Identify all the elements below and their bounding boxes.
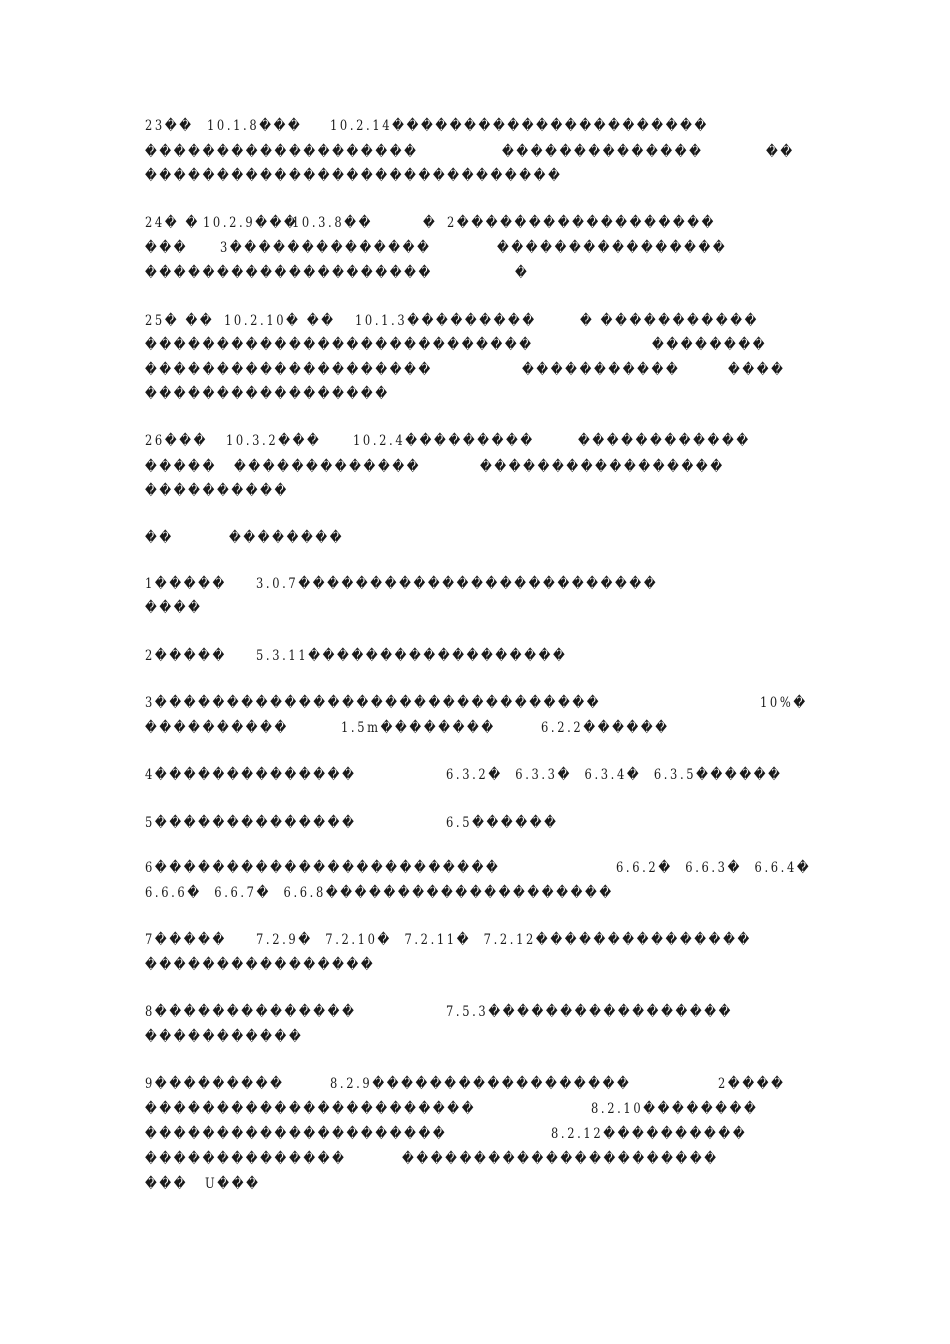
text-line: [0, 263, 950, 287]
text-line: [0, 1174, 950, 1198]
text-line: [0, 166, 950, 190]
text-segment: 3��������������: [220, 240, 432, 256]
text-segment: �����: [145, 459, 217, 475]
text-segment: ����������������������: [402, 1151, 719, 1167]
text-segment: 6������������������������: [145, 860, 501, 876]
text-segment: 1.5m��������: [341, 720, 496, 736]
text-line: [0, 481, 950, 505]
text-segment: �����������������������: [145, 1101, 477, 1117]
text-segment: 7�����: [145, 932, 227, 948]
text-segment: 1�����: [145, 576, 227, 592]
text-segment: 8��������������: [145, 1004, 357, 1020]
text-segment: ����������: [145, 483, 289, 499]
text-line: [0, 930, 950, 954]
text-line: [0, 1124, 950, 1148]
text-line: [0, 574, 950, 598]
text-segment: 7.5.3�����������������: [446, 1004, 734, 1020]
text-line: [0, 1027, 950, 1051]
text-segment: 6.6.2� 6.6.3� 6.6.4�: [616, 860, 812, 876]
text-segment: 10.3.8��: [292, 215, 374, 231]
text-segment: ��������������������: [145, 265, 433, 281]
text-line: [0, 765, 950, 789]
text-segment: 8.2.12����������: [551, 1126, 748, 1142]
text-segment: 2�����: [145, 648, 227, 664]
text-segment: 5.3.11������������������: [256, 648, 568, 664]
text-segment: 26���: [145, 433, 209, 449]
text-segment: 10.1.8���: [207, 118, 303, 134]
text-segment: 7.2.9� 7.2.10� 7.2.11� 7.2.12���������������: [256, 932, 752, 948]
text-segment: � �����������: [580, 313, 760, 329]
text-segment: 5��������������: [145, 815, 357, 831]
text-line: [0, 360, 950, 384]
text-segment: 8.2.10��������: [591, 1101, 759, 1117]
text-line: [0, 431, 950, 455]
text-line: [0, 311, 950, 335]
text-segment: 10.2.10� ��: [224, 313, 336, 329]
text-line: [0, 142, 950, 166]
text-segment: �����������������: [480, 459, 725, 475]
text-line: [0, 457, 950, 481]
text-segment: 2������������������: [447, 215, 717, 231]
text-line: [0, 646, 950, 670]
text-line: [0, 718, 950, 742]
text-segment: 6.6.6� 6.6.7� 6.6.8��������������������: [145, 885, 614, 901]
text-segment: �������������������: [145, 144, 419, 160]
text-segment: ������������: [578, 433, 751, 449]
text-segment: ��������: [229, 530, 345, 546]
text-segment: 10.2.9���: [203, 215, 299, 231]
text-segment: 10.2.14����������������������: [330, 118, 709, 134]
text-line: [0, 693, 950, 717]
text-line: [0, 1002, 950, 1026]
text-segment: 8.2.9������������������: [330, 1076, 632, 1092]
text-segment: ����: [145, 600, 203, 616]
text-line: [0, 858, 950, 882]
text-segment: �: [515, 265, 530, 281]
text-segment: 3.0.7�������������������������: [256, 576, 659, 592]
text-segment: �����������������������������: [145, 168, 563, 184]
text-line: [0, 883, 950, 907]
text-segment: 24� �: [145, 215, 200, 231]
text-line: [0, 528, 950, 552]
text-line: [0, 238, 950, 262]
text-line: [0, 335, 950, 359]
text-segment: 4��������������: [145, 767, 357, 783]
text-segment: ���������������������: [145, 1126, 448, 1142]
text-segment: 10.2.4���������: [353, 433, 535, 449]
text-segment: 10.1.3���������: [355, 313, 537, 329]
text-segment: ����: [728, 362, 786, 378]
text-segment: ��������: [652, 337, 768, 353]
text-segment: ����������������: [497, 240, 728, 256]
text-segment: ����������: [145, 720, 289, 736]
text-segment: ��������������: [145, 1151, 347, 1167]
text-segment: ��: [145, 530, 174, 546]
text-segment: ��������������������: [145, 362, 433, 378]
text-line: [0, 813, 950, 837]
text-segment: 10.3.2���: [226, 433, 322, 449]
text-segment: U���: [205, 1176, 261, 1192]
text-segment: 25� ��: [145, 313, 215, 329]
text-line: [0, 1149, 950, 1173]
text-segment: 3�������������������������������: [145, 695, 602, 711]
text-segment: 10%�: [760, 695, 808, 711]
text-segment: 6.2.2������: [541, 720, 670, 736]
text-segment: 6.5������: [446, 815, 559, 831]
text-line: [0, 116, 950, 140]
text-line: [0, 598, 950, 622]
text-segment: �: [423, 215, 438, 231]
text-segment: �������������: [234, 459, 422, 475]
text-segment: ��: [766, 144, 795, 160]
text-segment: �����������������: [145, 386, 390, 402]
text-segment: ���: [145, 1176, 189, 1192]
text-segment: �����������: [145, 1029, 304, 1045]
text-segment: 23��: [145, 118, 194, 134]
text-segment: 9���������: [145, 1076, 285, 1092]
text-segment: ����������������: [145, 957, 376, 973]
text-line: [0, 1099, 950, 1123]
text-segment: �����������: [522, 362, 681, 378]
text-line: [0, 384, 950, 408]
text-segment: ���: [145, 240, 189, 256]
text-segment: 2����: [718, 1076, 786, 1092]
text-segment: ���������������������������: [145, 337, 534, 353]
text-segment: 6.3.2� 6.3.3� 6.3.4� 6.3.5������: [446, 767, 783, 783]
text-line: [0, 213, 950, 237]
text-line: [0, 1074, 950, 1098]
text-segment: ��������������: [502, 144, 704, 160]
text-line: [0, 955, 950, 979]
